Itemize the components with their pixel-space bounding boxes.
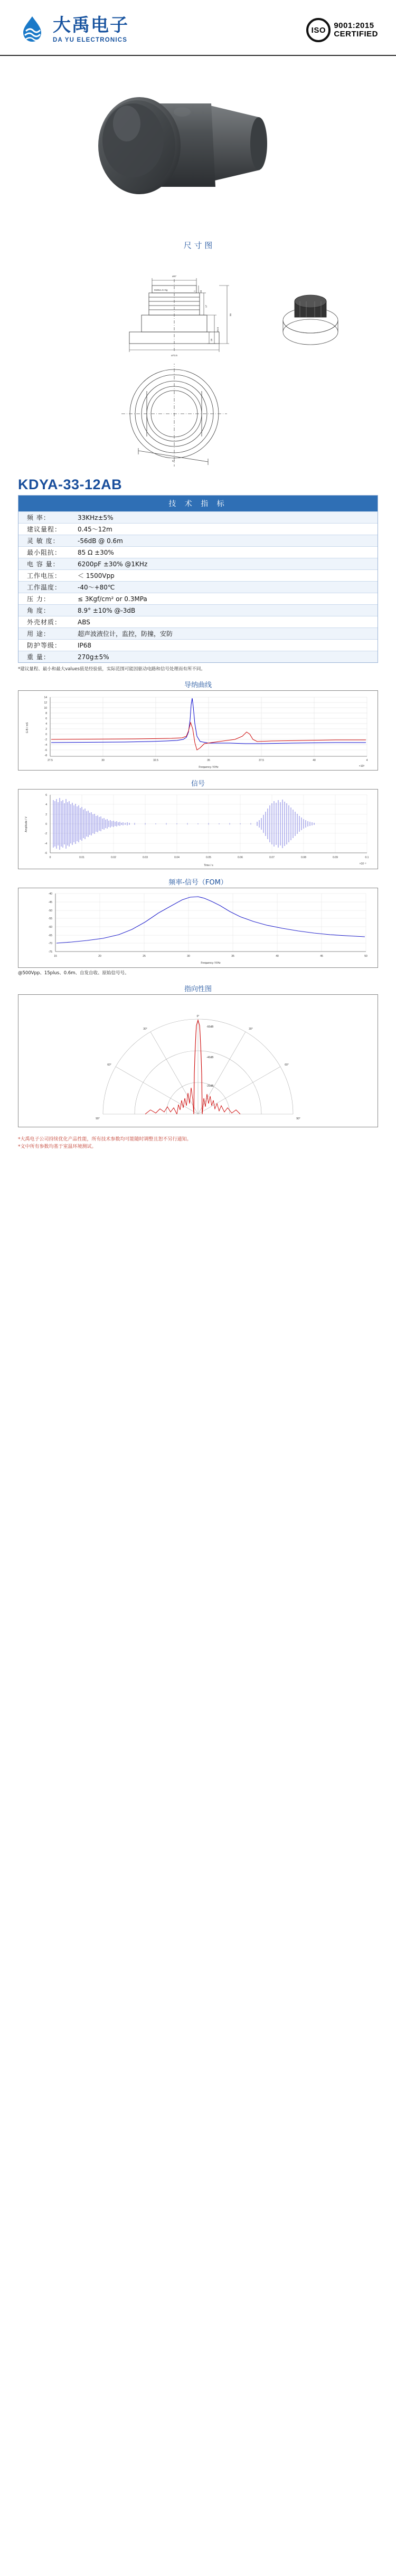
svg-text:-40: -40 xyxy=(48,892,52,896)
dim-thread: M48x1.5~6g xyxy=(154,289,168,291)
spec-value: ≤ 3Kgf/cm² or 0.3MPa xyxy=(78,595,147,603)
chart-frame xyxy=(18,994,378,1127)
model-number: KDYA-33-12AB xyxy=(18,477,122,492)
svg-text:0.01: 0.01 xyxy=(79,856,84,859)
svg-text:45: 45 xyxy=(320,955,323,958)
chart-fom-note: @500Vpp、15plus、0.6m、自发自收、原始信号号。 xyxy=(18,971,129,976)
spec-row xyxy=(18,628,378,639)
svg-text:15: 15 xyxy=(54,955,57,958)
chart-beam-pattern xyxy=(18,983,378,1127)
svg-text:0.02: 0.02 xyxy=(111,856,116,859)
spec-value: 0.45～12m xyxy=(78,526,112,533)
svg-text:40: 40 xyxy=(276,955,279,958)
svg-text:0.04: 0.04 xyxy=(174,856,180,859)
svg-text:25: 25 xyxy=(143,955,146,958)
spec-table xyxy=(18,495,378,663)
svg-text:6: 6 xyxy=(45,794,47,797)
svg-text:-2: -2 xyxy=(44,738,47,742)
spec-key: 外壳材质： xyxy=(27,619,62,626)
dim-h258: 25.8 xyxy=(216,327,219,332)
svg-text:×10⁻²: ×10⁻² xyxy=(359,862,366,866)
dim-h17: 17 xyxy=(205,305,208,308)
page-header xyxy=(0,0,396,55)
chart-admittance xyxy=(18,679,378,771)
svg-text:0°: 0° xyxy=(196,1015,200,1018)
svg-text:0: 0 xyxy=(49,856,51,859)
dim-h1: 1 xyxy=(193,290,196,292)
svg-text:37.5: 37.5 xyxy=(259,759,264,762)
spec-row xyxy=(18,569,378,581)
chart-signal xyxy=(18,778,378,869)
svg-text:-6: -6 xyxy=(44,852,47,855)
spec-key: 灵 敏 度： xyxy=(27,537,60,545)
svg-text:8: 8 xyxy=(45,712,47,715)
svg-text:0: 0 xyxy=(45,823,47,826)
svg-text:4: 4 xyxy=(366,759,368,762)
spec-key: 最小阻抗： xyxy=(27,549,62,556)
svg-text:-45: -45 xyxy=(48,901,52,904)
spec-value: ABS xyxy=(78,618,90,626)
brand-name-en: DA YU ELECTRONICS xyxy=(53,37,128,44)
svg-text:2: 2 xyxy=(45,813,47,816)
svg-text:20: 20 xyxy=(98,955,101,958)
svg-text:0: 0 xyxy=(45,733,47,736)
chart-frame xyxy=(18,888,378,968)
svg-text:35: 35 xyxy=(207,759,210,762)
svg-text:-8: -8 xyxy=(44,754,47,757)
svg-text:0.06: 0.06 xyxy=(238,856,243,859)
footer-line-2: *文中所有参数均基于室温环境测试。 xyxy=(18,1144,97,1150)
svg-text:90°: 90° xyxy=(96,1117,100,1120)
svg-text:60°: 60° xyxy=(285,1063,289,1067)
top-view-drawing xyxy=(16,364,380,474)
side-view-drawing xyxy=(16,253,380,364)
spec-key: 工作温度： xyxy=(27,584,62,591)
spec-row xyxy=(18,546,378,558)
svg-text:-4: -4 xyxy=(44,842,47,845)
chart-title: 导纳曲线 xyxy=(184,681,212,689)
dim-d735: ø73.5 xyxy=(171,354,177,357)
svg-text:-50: -50 xyxy=(48,909,52,912)
iso-standard: 9001:2015 xyxy=(334,21,374,31)
brand-logo xyxy=(18,15,129,45)
svg-text:0.07: 0.07 xyxy=(269,856,275,859)
wave-drop-icon xyxy=(18,15,46,45)
spec-key: 用 途： xyxy=(27,630,50,638)
dimension-drawings xyxy=(0,253,396,474)
svg-text:-55: -55 xyxy=(48,917,52,920)
svg-text:0.09: 0.09 xyxy=(333,856,338,859)
dim-d57: ø57 xyxy=(172,275,176,278)
svg-text:32.5: 32.5 xyxy=(153,759,158,762)
svg-text:30: 30 xyxy=(187,955,190,958)
footer-line-1: *大禹电子公司持续优化产品性能，所有技术参数均可能随时调整且恕不另行通知。 xyxy=(18,1137,192,1142)
iso-badge xyxy=(306,18,378,42)
spec-value: ＜ 1500Vpp xyxy=(78,572,115,579)
spec-row xyxy=(18,511,378,523)
svg-text:90°: 90° xyxy=(296,1117,300,1120)
spec-row xyxy=(18,581,378,593)
chart-frame xyxy=(18,789,378,869)
spec-row xyxy=(18,558,378,569)
svg-text:-40dB: -40dB xyxy=(206,1056,214,1059)
spec-key: 频 率： xyxy=(27,514,50,521)
svg-text:4: 4 xyxy=(45,803,47,806)
svg-text:40: 40 xyxy=(313,759,316,762)
brand-name-cn: 大禹电子 xyxy=(53,15,129,36)
chart-fom xyxy=(18,877,378,976)
dim-b52: 52 xyxy=(172,460,175,462)
svg-text:Frequency / KHz: Frequency / KHz xyxy=(201,962,221,965)
spec-row xyxy=(18,593,378,604)
svg-text:Frequency / KHz: Frequency / KHz xyxy=(199,766,219,769)
spec-note: *建议量程、最小和最大values值是经验值，实际范围可能因驱动电路和信号处理而有所不同。 xyxy=(18,667,205,672)
svg-text:4: 4 xyxy=(45,723,47,726)
svg-text:-75: -75 xyxy=(48,950,52,954)
spec-value: IP68 xyxy=(78,641,92,649)
svg-text:-60dB: -60dB xyxy=(206,1025,214,1029)
svg-text:-60: -60 xyxy=(48,926,52,929)
product-photo xyxy=(0,56,396,230)
svg-text:12: 12 xyxy=(44,701,47,705)
svg-text:27.5: 27.5 xyxy=(48,759,53,762)
spec-key: 重 量： xyxy=(27,653,50,661)
svg-text:30°: 30° xyxy=(143,1028,147,1031)
svg-text:30: 30 xyxy=(101,759,105,762)
svg-text:Amplitude / V: Amplitude / V xyxy=(25,816,28,832)
svg-text:30°: 30° xyxy=(249,1028,253,1031)
svg-text:-2: -2 xyxy=(44,832,47,835)
iso-label xyxy=(334,22,378,39)
spec-key: 建议量程： xyxy=(27,526,62,533)
spec-row xyxy=(18,523,378,535)
svg-text:-6: -6 xyxy=(44,749,47,752)
svg-text:-4: -4 xyxy=(44,744,47,747)
spec-key: 防护等级： xyxy=(27,642,62,649)
spec-value: 6200pF ±30% @1KHz xyxy=(78,560,148,568)
spec-value: 85 Ω ±30% xyxy=(78,548,114,556)
svg-text:0.05: 0.05 xyxy=(206,856,211,859)
page-footer xyxy=(18,1136,378,1151)
spec-row xyxy=(18,639,378,651)
svg-text:×10³: ×10³ xyxy=(359,765,365,768)
svg-text:0.03: 0.03 xyxy=(143,856,148,859)
svg-text:-20dB: -20dB xyxy=(206,1085,214,1088)
svg-text:2: 2 xyxy=(45,728,47,731)
brand-text xyxy=(53,16,129,44)
svg-text:G·B / mS: G·B / mS xyxy=(26,722,29,734)
svg-text:60°: 60° xyxy=(107,1063,111,1067)
chart-title: 频率-信号（FOM） xyxy=(168,879,228,887)
iso-view-thumb xyxy=(283,295,338,345)
spec-row xyxy=(18,604,378,616)
spec-key: 电 容 量： xyxy=(27,560,60,568)
svg-text:Time / s: Time / s xyxy=(204,864,213,867)
svg-text:14: 14 xyxy=(44,696,47,699)
spec-key: 压 力： xyxy=(27,595,50,603)
spec-value: 8.9° ±10% @-3dB xyxy=(78,606,136,614)
chart-frame xyxy=(18,690,378,771)
dimension-section-title: 尺 寸 图 xyxy=(183,241,213,250)
svg-text:50: 50 xyxy=(364,955,367,958)
svg-text:-70: -70 xyxy=(48,942,52,945)
spec-value: 270g±5% xyxy=(78,653,109,661)
spec-row xyxy=(18,535,378,546)
svg-text:0.1: 0.1 xyxy=(365,856,369,859)
dim-h15: 15 xyxy=(200,290,202,293)
spec-table-title: 技 术 指 标 xyxy=(18,496,378,511)
svg-text:-65: -65 xyxy=(48,934,52,937)
dim-h19: 19 xyxy=(210,338,213,341)
chart-title: 信号 xyxy=(191,780,205,788)
iso-ring-icon: ISO xyxy=(306,18,331,42)
svg-text:6: 6 xyxy=(45,717,47,720)
spec-key: 工作电压： xyxy=(27,572,62,579)
svg-text:10: 10 xyxy=(44,707,47,710)
chart-title: 指向性图 xyxy=(184,985,212,993)
dim-h55: 55 xyxy=(229,313,232,316)
spec-value: -56dB @ 0.6m xyxy=(78,537,123,545)
svg-text:35: 35 xyxy=(231,955,234,958)
spec-value: 超声波液位计，监控，防撞，安防 xyxy=(78,630,173,638)
datasheet-page xyxy=(0,0,396,1151)
iso-certified: CERTIFIED xyxy=(334,30,378,39)
spec-value: -40～+80℃ xyxy=(78,584,115,591)
spec-key: 角 度： xyxy=(27,607,50,614)
spec-value: 33KHz±5% xyxy=(78,514,114,521)
spec-row xyxy=(18,651,378,662)
svg-text:0.08: 0.08 xyxy=(301,856,306,859)
spec-row xyxy=(18,616,378,628)
